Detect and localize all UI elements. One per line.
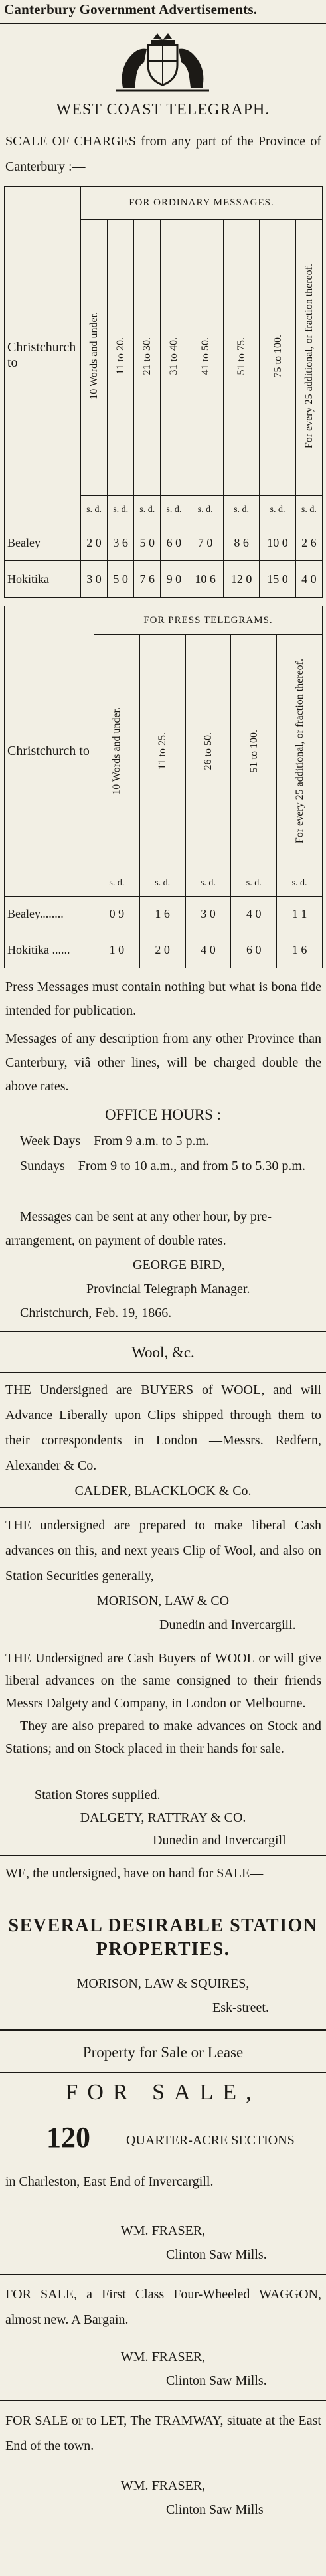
press-note: Press Messages must contain nothing but what is bona fide intended for publication. (5, 980, 321, 1018)
from-label: Christchurch to (5, 187, 81, 525)
press-heading: FOR PRESS TELEGRAMS. (94, 606, 323, 635)
sale-count: 120 (46, 2121, 90, 2154)
column-header: 11 to 20. (108, 220, 134, 496)
page-header: Canterbury Government Advertisements. (4, 1, 258, 17)
stations-signature: MORISON, LAW & SQUIRES, (76, 1976, 250, 1991)
divider (0, 1507, 326, 1508)
wool-ad-signature: DALGETY, RATTRAY & CO. (80, 1810, 246, 1825)
table-row: Bealey........ 0 9 1 6 3 0 4 0 1 1 (5, 897, 323, 932)
property-title: Property for Sale or Lease (82, 2044, 244, 2061)
sale-headline: FOR SALE, (65, 2080, 261, 2104)
column-header: 26 to 50. (185, 635, 231, 871)
column-header: 21 to 30. (134, 220, 161, 496)
office-hours-title: OFFICE HOURS : (104, 1106, 222, 1123)
column-header: 10 Words and under. (81, 220, 108, 496)
wool-ad-text: Station Stores supplied. (35, 1788, 161, 1802)
stations-intro: WE, the undersigned, have on hand for SALE— (5, 1866, 264, 1881)
sale-place: Clinton Saw Mills. (166, 2373, 267, 2388)
hours-line: Sundays—From 9 to 10 a.m., and from 5 to 5.30 p.m. (20, 1159, 305, 1173)
column-header: 41 to 50. (187, 220, 223, 496)
wool-ad-text: They are also prepared to make advances on Stock and Stations; and on Stock placed in their hands for sale. (5, 1719, 321, 1756)
wool-ad-text: THE Undersigned are Cash Buyers of WOOL or will give liberal advances on the same consigned to their friends Messrs Dalgety and Company, in London or Melbourne. (5, 1651, 321, 1711)
table-row: Bealey 2 0 3 6 5 0 6 0 7 0 8 6 10 0 2 6 (5, 525, 323, 561)
divider (0, 23, 326, 24)
wool-ad-place: Dunedin and Invercargill. (159, 1618, 296, 1632)
column-header: 11 to 25. (139, 635, 185, 871)
signature-title: Provincial Telegraph Manager. (86, 1282, 250, 1296)
wool-title: Wool, &c. (131, 1344, 195, 1361)
divider (0, 2072, 326, 2073)
wool-ad-signature: CALDER, BLACKLOCK & Co. (74, 1484, 252, 1498)
sale-location: in Charleston, East End of Invercargill. (5, 2174, 214, 2189)
column-header: For every 25 additional, or fraction thereof. (277, 635, 323, 871)
wool-ad-signature: MORISON, LAW & CO (96, 1594, 230, 1608)
table-row: Hokitika ...... 1 0 2 0 4 0 6 0 1 6 (5, 932, 323, 968)
column-header: 10 Words and under. (94, 635, 140, 871)
table-row: Hokitika 3 0 5 0 7 6 9 0 10 6 12 0 15 0 4 0 (5, 561, 323, 598)
from-label: Christchurch to (5, 606, 94, 897)
province-note: Messages of any description from any other Province than Canterbury, viâ other lines, will be charged double the above rates. (5, 1031, 321, 1094)
hours-line: Week Days—From 9 a.m. to 5 p.m. (20, 1134, 210, 1148)
divider (0, 1372, 326, 1373)
wool-ad-text: THE Undersigned are BUYERS of WOOL, and will Advance Liberally upon Clips shipped through them to their correspondents in London —Messrs. Redfern, Alexander & Co. (5, 1383, 321, 1473)
units-cell: s. d. (108, 495, 134, 525)
units-cell: s. d. (161, 495, 187, 525)
units-cell: s. d. (94, 871, 140, 897)
units-cell: s. d. (134, 495, 161, 525)
signature: GEORGE BIRD, (133, 1258, 225, 1272)
units-cell: s. d. (187, 495, 223, 525)
coat-of-arms-emblem (110, 28, 216, 94)
units-cell: s. d. (223, 495, 259, 525)
wool-ad-text: THE undersigned are prepared to make liberal Cash advances on this, and next years Clip of Wool, and also on Station Securities generally, (5, 1518, 321, 1583)
units-cell: s. d. (231, 871, 277, 897)
sale-place: Clinton Saw Mills. (166, 2247, 267, 2262)
units-cell: s. d. (81, 495, 108, 525)
divider (0, 2400, 326, 2401)
units-cell: s. d. (185, 871, 231, 897)
hours-line: Messages can be sent at any other hour, by pre-arrangement, on payment of double rates. (5, 1209, 272, 1248)
column-header: For every 25 additional, or fraction thereof. (295, 220, 322, 496)
column-header: 75 to 100. (260, 220, 295, 496)
sale-text: FOR SALE, a First Class Four-Wheeled WAGGON, almost new. A Bargain. (5, 2287, 321, 2327)
column-header: 31 to 40. (161, 220, 187, 496)
sale-signature: WM. FRASER, (120, 2223, 206, 2238)
sale-lots: QUARTER-ACRE SECTIONS (126, 2133, 295, 2148)
units-cell: s. d. (277, 871, 323, 897)
units-cell: s. d. (295, 495, 322, 525)
stations-headline: SEVERAL DESIRABLE STATION PROPERTIES. (8, 1915, 318, 1960)
sale-text: FOR SALE or to LET, The TRAMWAY, situate at the East End of the town. (5, 2413, 321, 2453)
divider (0, 2274, 326, 2275)
units-cell: s. d. (139, 871, 185, 897)
ordinary-rates-table (4, 186, 323, 598)
column-header: 51 to 100. (231, 635, 277, 871)
divider (0, 1331, 326, 1332)
sale-place: Clinton Saw Mills (166, 2502, 264, 2517)
telegraph-intro: SCALE OF CHARGES from any part of the Province of Canterbury :— (5, 134, 321, 174)
sale-signature: WM. FRASER, (120, 2478, 206, 2493)
telegraph-title: WEST COAST TELEGRAPH. (56, 101, 270, 118)
column-header: 51 to 75. (223, 220, 259, 496)
divider (0, 1855, 326, 1856)
sale-signature: WM. FRASER, (120, 2350, 206, 2364)
ordinary-heading: FOR ORDINARY MESSAGES. (81, 187, 323, 220)
dateline: Christchurch, Feb. 19, 1866. (20, 1306, 172, 1320)
divider (0, 2029, 326, 2031)
stations-place: Esk-street. (212, 2000, 269, 2015)
units-cell: s. d. (260, 495, 295, 525)
wool-ad-place: Dunedin and Invercargill (153, 1833, 286, 1847)
press-rates-table (4, 606, 323, 968)
